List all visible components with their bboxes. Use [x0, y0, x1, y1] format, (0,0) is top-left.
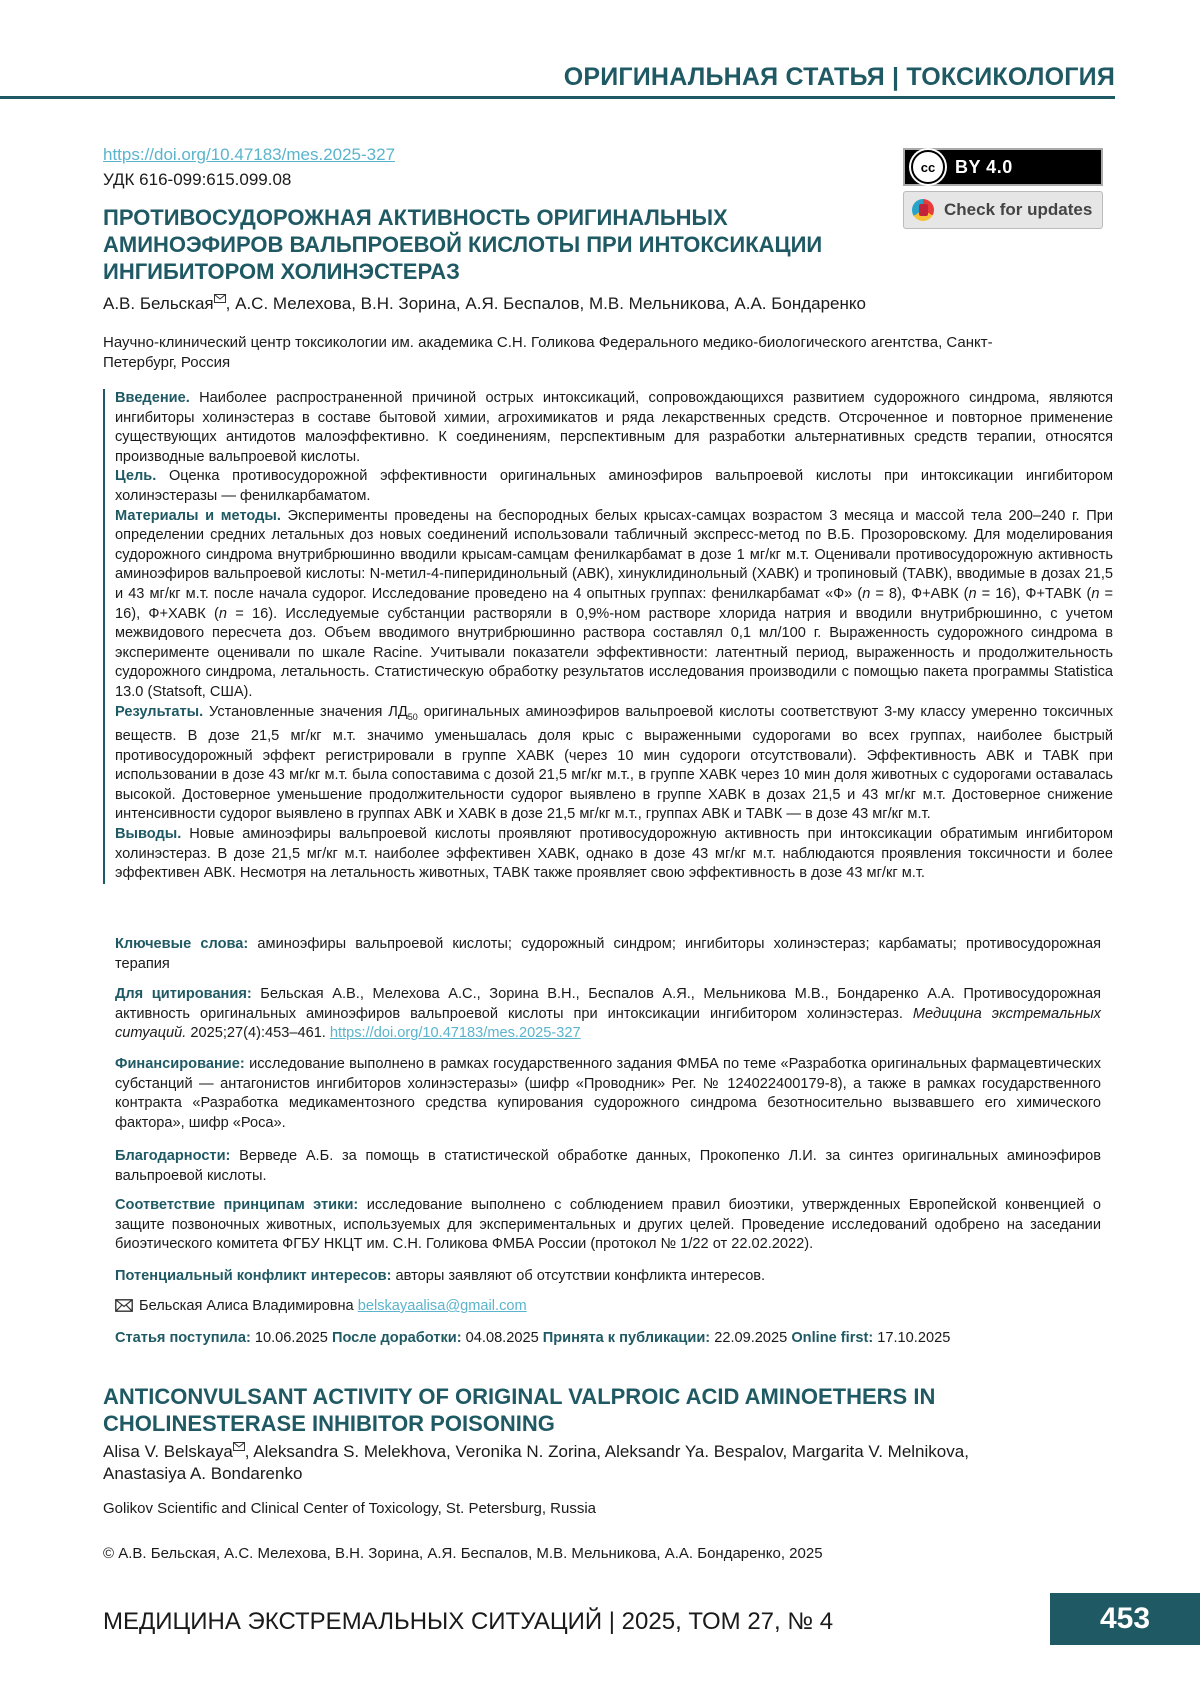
revised-label: После доработки: — [331, 1330, 462, 1346]
correspondence-email-link[interactable]: belskayaalisa@gmail.com — [357, 1298, 527, 1314]
received-label: Статья поступила: — [115, 1330, 251, 1346]
authors-en — [103, 1441, 1033, 1485]
funding — [115, 1055, 1101, 1133]
article-title-en: ANTICONVULSANT ACTIVITY OF ORIGINAL VALPROIC ACID AMINOETHERS IN CHOLINESTERASE INHIBITOR POISONING — [103, 1384, 936, 1436]
conflict-label: Потенциальный конфликт интересов: — [115, 1268, 392, 1284]
conclusions-label: Выводы. — [115, 825, 182, 842]
header-divider — [0, 96, 1115, 99]
citation-text: Бельская А.В., Мелехова А.С., Зорина В.Н., Беспалов А.Я., Мельникова М.В., Бондаренко А.А. Противосудорожная активность оригинальных аминоэфиров вальпроевой кислоты при интоксикации ингибитором холинэстераз. — [115, 986, 1101, 1022]
copyright: © А.В. Бельская, А.С. Мелехова, В.Н. Зорина, А.Я. Беспалов, М.В. Мельникова, А.А. Бондаренко, 2025 — [103, 1545, 823, 1562]
results-text-cont: оригинальных аминоэфиров вальпроевой кислоты соответствуют 3-му классу умеренно токсичных веществ. В дозе 21,5 мг/кг м.т. значимо уменьшалась доля крыс с выраженными судорогами во всех группах, наиболее быстрый противосудорожный эффект регистрировали в группе ХАВК (через 10 мин судороги отсутствовали). Эффективность АВК и ТАВК при использовании в дозе 43 мг/кг м.т. была сопоставима с дозой 21,5 мг/кг м.т., в группе ХАВК через 10 мин доля животных с судорогами оставалась высокой. Достоверное уменьшение продолжительности судорог выявлено в группе ХАВК в дозах 21,5 и 43 мг/кг м.т. Достоверное снижение интенсивности судорог выявлено в группах АВК и ХАВК в дозе 21,5 мг/кг м.т., группах АВК и ТАВК — в дозе 43 мг/кг м.т. — [115, 703, 1113, 823]
thanks-text: Верведе А.Б. за помощь в статистической обработке данных, Прокопенко Л.И. за синтез оригинальных аминоэфиров вальпроевой кислоты. — [115, 1148, 1101, 1184]
correspondence — [115, 1297, 1101, 1317]
abstract — [103, 389, 1113, 884]
funding-text: исследование выполнено в рамках государственного задания ФМБА по теме «Разработка оригинальных фармацевтических субстанций — антагонистов ингибиторов холинэстеразы» (шифр «Проводник» Рег. № 124022400179-8), а также в рамках государственного контракта «Разработка медикаментозного средства купирования судорожного синдрома безотносительно вызвавшего его химического фактора», шифр «Роса». — [115, 1056, 1101, 1131]
abstract-results — [115, 703, 1113, 825]
ethics — [115, 1196, 1101, 1255]
methods-group: = 16), Ф+ТАВК ( — [976, 585, 1092, 602]
citation-doi-link[interactable]: https://doi.org/10.47183/mes.2025-327 — [329, 1025, 581, 1042]
article-dates — [115, 1329, 1101, 1349]
thanks-label: Благодарности: — [115, 1148, 231, 1164]
intro-text: Наиболее распространенной причиной острых интоксикаций, сопровождающихся развитием судорожного синдрома, являются ингибиторы холинэстераз в составе бытовой химии, агрохимикатов и ряда лекарственных средств. Отсроченное и повторное применение существующих антидотов малоэффективно. К соединениям, перспективным для разработки альтернативных средств терапии, относятся производные вальпроевой кислоты. — [115, 390, 1113, 465]
ethics-label: Соответствие принципам этики: — [115, 1197, 359, 1213]
envelope-icon — [214, 294, 226, 303]
results-text: Установленные значения ЛД — [203, 703, 408, 720]
affiliation-ru: Научно-клинический центр токсикологии им. академика С.Н. Голикова Федерального медико-биологического агентства, Санкт-Петербург, Россия — [103, 334, 993, 371]
ld50-subscript: 50 — [407, 711, 418, 722]
check-updates-button[interactable] — [903, 191, 1103, 229]
citation-label: Для цитирования: — [115, 986, 252, 1002]
citation-journal: Медицина экстремальных ситуаций. — [115, 1005, 1101, 1042]
corresponding-author-en: Alisa V. Belskaya — [103, 1442, 233, 1461]
accepted-date: 22.09.2025 — [710, 1330, 792, 1346]
methods-text-cont: = 16). Исследуемые субстанции растворяли в 0,9%-ном растворе хлорида натрия и вводили внутрибрюшинно, с учетом межвидового пересчета доз. Объем вводимого внутрибрюшинно раствора составлял 0,1 мл/100 г. Выраженность судорожного синдрома в эксперименте оценивали по шкале Racine. Учитывали показатели эффективности: латентный период, выраженность и продолжительность судорожного синдрома, летальность. Статистическую обработку результатов исследования производили с помощью пакета программы Statistica 13.0 (Statsoft, США). — [115, 605, 1114, 700]
revised-date: 04.08.2025 — [461, 1330, 543, 1346]
article-title-ru: ПРОТИВОСУДОРОЖНАЯ АКТИВНОСТЬ ОРИГИНАЛЬНЫХ АМИНОЭФИРОВ ВАЛЬПРОЕВОЙ КИСЛОТЫ ПРИ ИНТОКСИКАЦИИ ИНГИБИТОРОМ ХОЛИНЭСТЕРАЗ — [103, 205, 823, 284]
acknowledgements — [115, 1147, 1101, 1186]
license-label: BY 4.0 — [955, 156, 1013, 177]
online-date: 17.10.2025 — [873, 1330, 951, 1346]
accepted-label: Принята к публикации: — [542, 1330, 711, 1346]
conflict-of-interest — [115, 1267, 1101, 1287]
conflict-text: авторы заявляют об отсутствии конфликта интересов. — [391, 1268, 766, 1284]
check-updates-label: Check for updates — [944, 200, 1093, 219]
n-symbol: n — [1091, 585, 1100, 602]
keywords-text: аминоэфиры вальпроевой кислоты; судорожный синдром; ингибиторы холинэстераз; карбаматы; противосудорожная терапия — [115, 936, 1101, 972]
cc-icon: cc — [911, 150, 945, 184]
aim-label: Цель. — [115, 468, 157, 485]
coauthors-en: , Aleksandra S. Melekhova, Veronika N. Zorina, Aleksandr Ya. Bespalov, Margarita V. Melnikova, Anastasiya A. Bondarenko — [103, 1442, 969, 1483]
abstract-aim — [115, 467, 1113, 506]
n-symbol: n — [968, 585, 977, 602]
correspondence-name: Бельская Алиса Владимировна — [139, 1298, 358, 1314]
funding-label: Финансирование: — [115, 1056, 245, 1072]
methods-text: Эксперименты проведены на беспородных белых крысах-самцах возрастом 3 месяца и массой тела 200–240 г. При определении средних летальных доз новых соединений использовали табличный экспресс-метод по В.Б. Прозоровскому. Для моделирования судорожного синдрома внутрибрюшинно вводили крысам-самцам фенилкарбамат в дозе 1 мг/кг м.т. Оценивали противосудорожную активность аминоэфиров вальпроевой кислоты: N-метил-4-пиперидинольный (АВК), хинуклидинольный (ХАВК) и тропиновый (ТАВК), вводимые в дозах 21,5 и 43 мг/кг м.т. после начала судорог. Исследование проведено на 4 опытных группах: фенилкарбамат «Ф» ( — [115, 507, 1113, 602]
section-header: ОРИГИНАЛЬНАЯ СТАТЬЯ | ТОКСИКОЛОГИЯ — [563, 63, 1115, 91]
ethics-text: исследование выполнено с соблюдением правил биоэтики, утвержденных Европейской конвенцией о защите позвоночных животных, используемых для экспериментальных и других целей. Проведение исследований одобрено на заседании биоэтического комитета ФГБУ НКЦТ им. С.Н. Голикова ФМБА России (протокол № 1/22 от 22.02.2022). — [115, 1197, 1101, 1253]
coauthors: , А.С. Мелехова, В.Н. Зорина, А.Я. Беспалов, М.В. Мельникова, А.А. Бондаренко — [225, 294, 866, 313]
keywords-label: Ключевые слова: — [115, 936, 249, 952]
aim-text: Оценка противосудорожной эффективности оригинальных аминоэфиров вальпроевой кислоты при интоксикации ингибитором холинэстеразы — фенилкарбаматом. — [115, 468, 1113, 504]
doi-link[interactable]: https://doi.org/10.47183/mes.2025-327 — [103, 145, 396, 164]
online-label: Online first: — [791, 1330, 874, 1346]
cc-license-badge[interactable] — [903, 148, 1103, 186]
abstract-introduction — [115, 389, 1113, 467]
received-date: 10.06.2025 — [250, 1330, 332, 1346]
keywords — [115, 935, 1101, 974]
authors-ru — [103, 294, 1106, 314]
citation — [115, 985, 1101, 1044]
footer-journal: МЕДИЦИНА ЭКСТРЕМАЛЬНЫХ СИТУАЦИЙ | 2025, ТОМ 27, № 4 — [103, 1608, 834, 1635]
corresponding-author: А.В. Бельская — [103, 294, 214, 313]
abstract-methods — [115, 507, 1113, 703]
bookmark-icon — [912, 199, 934, 221]
page-number: 453 — [1050, 1593, 1200, 1645]
abstract-conclusions — [115, 825, 1113, 884]
citation-ref: 2025;27(4):453–461. — [186, 1025, 330, 1042]
n-symbol: n — [218, 605, 227, 622]
n-symbol: n — [862, 585, 871, 602]
results-label: Результаты. — [115, 703, 204, 720]
methods-group: = 16), Ф+ХАВК ( — [115, 585, 1113, 622]
methods-label: Материалы и методы. — [115, 507, 281, 524]
intro-label: Введение. — [115, 390, 190, 406]
methods-group: = 8), Ф+АВК ( — [870, 585, 969, 602]
udk-code: УДК 616-099:615.099.08 — [103, 170, 292, 189]
envelope-icon — [233, 1442, 245, 1451]
affiliation-en: Golikov Scientific and Clinical Center of Toxicology, St. Petersburg, Russia — [103, 1500, 597, 1517]
conclusions-text: Новые аминоэфиры вальпроевой кислоты проявляют противосудорожную активность при интоксикации обратимым ингибитором холинэстераз. В дозе 21,5 мг/кг м.т. наиболее эффективен ХАВК, однако в дозе 43 мг/кг м.т. наблюдаются проявления токсичности и более эффективен АВК. Несмотря на летальность животных, ТАВК также проявляет свою эффективность в дозе 43 мг/кг м.т. — [115, 825, 1113, 882]
envelope-icon — [115, 1299, 133, 1312]
